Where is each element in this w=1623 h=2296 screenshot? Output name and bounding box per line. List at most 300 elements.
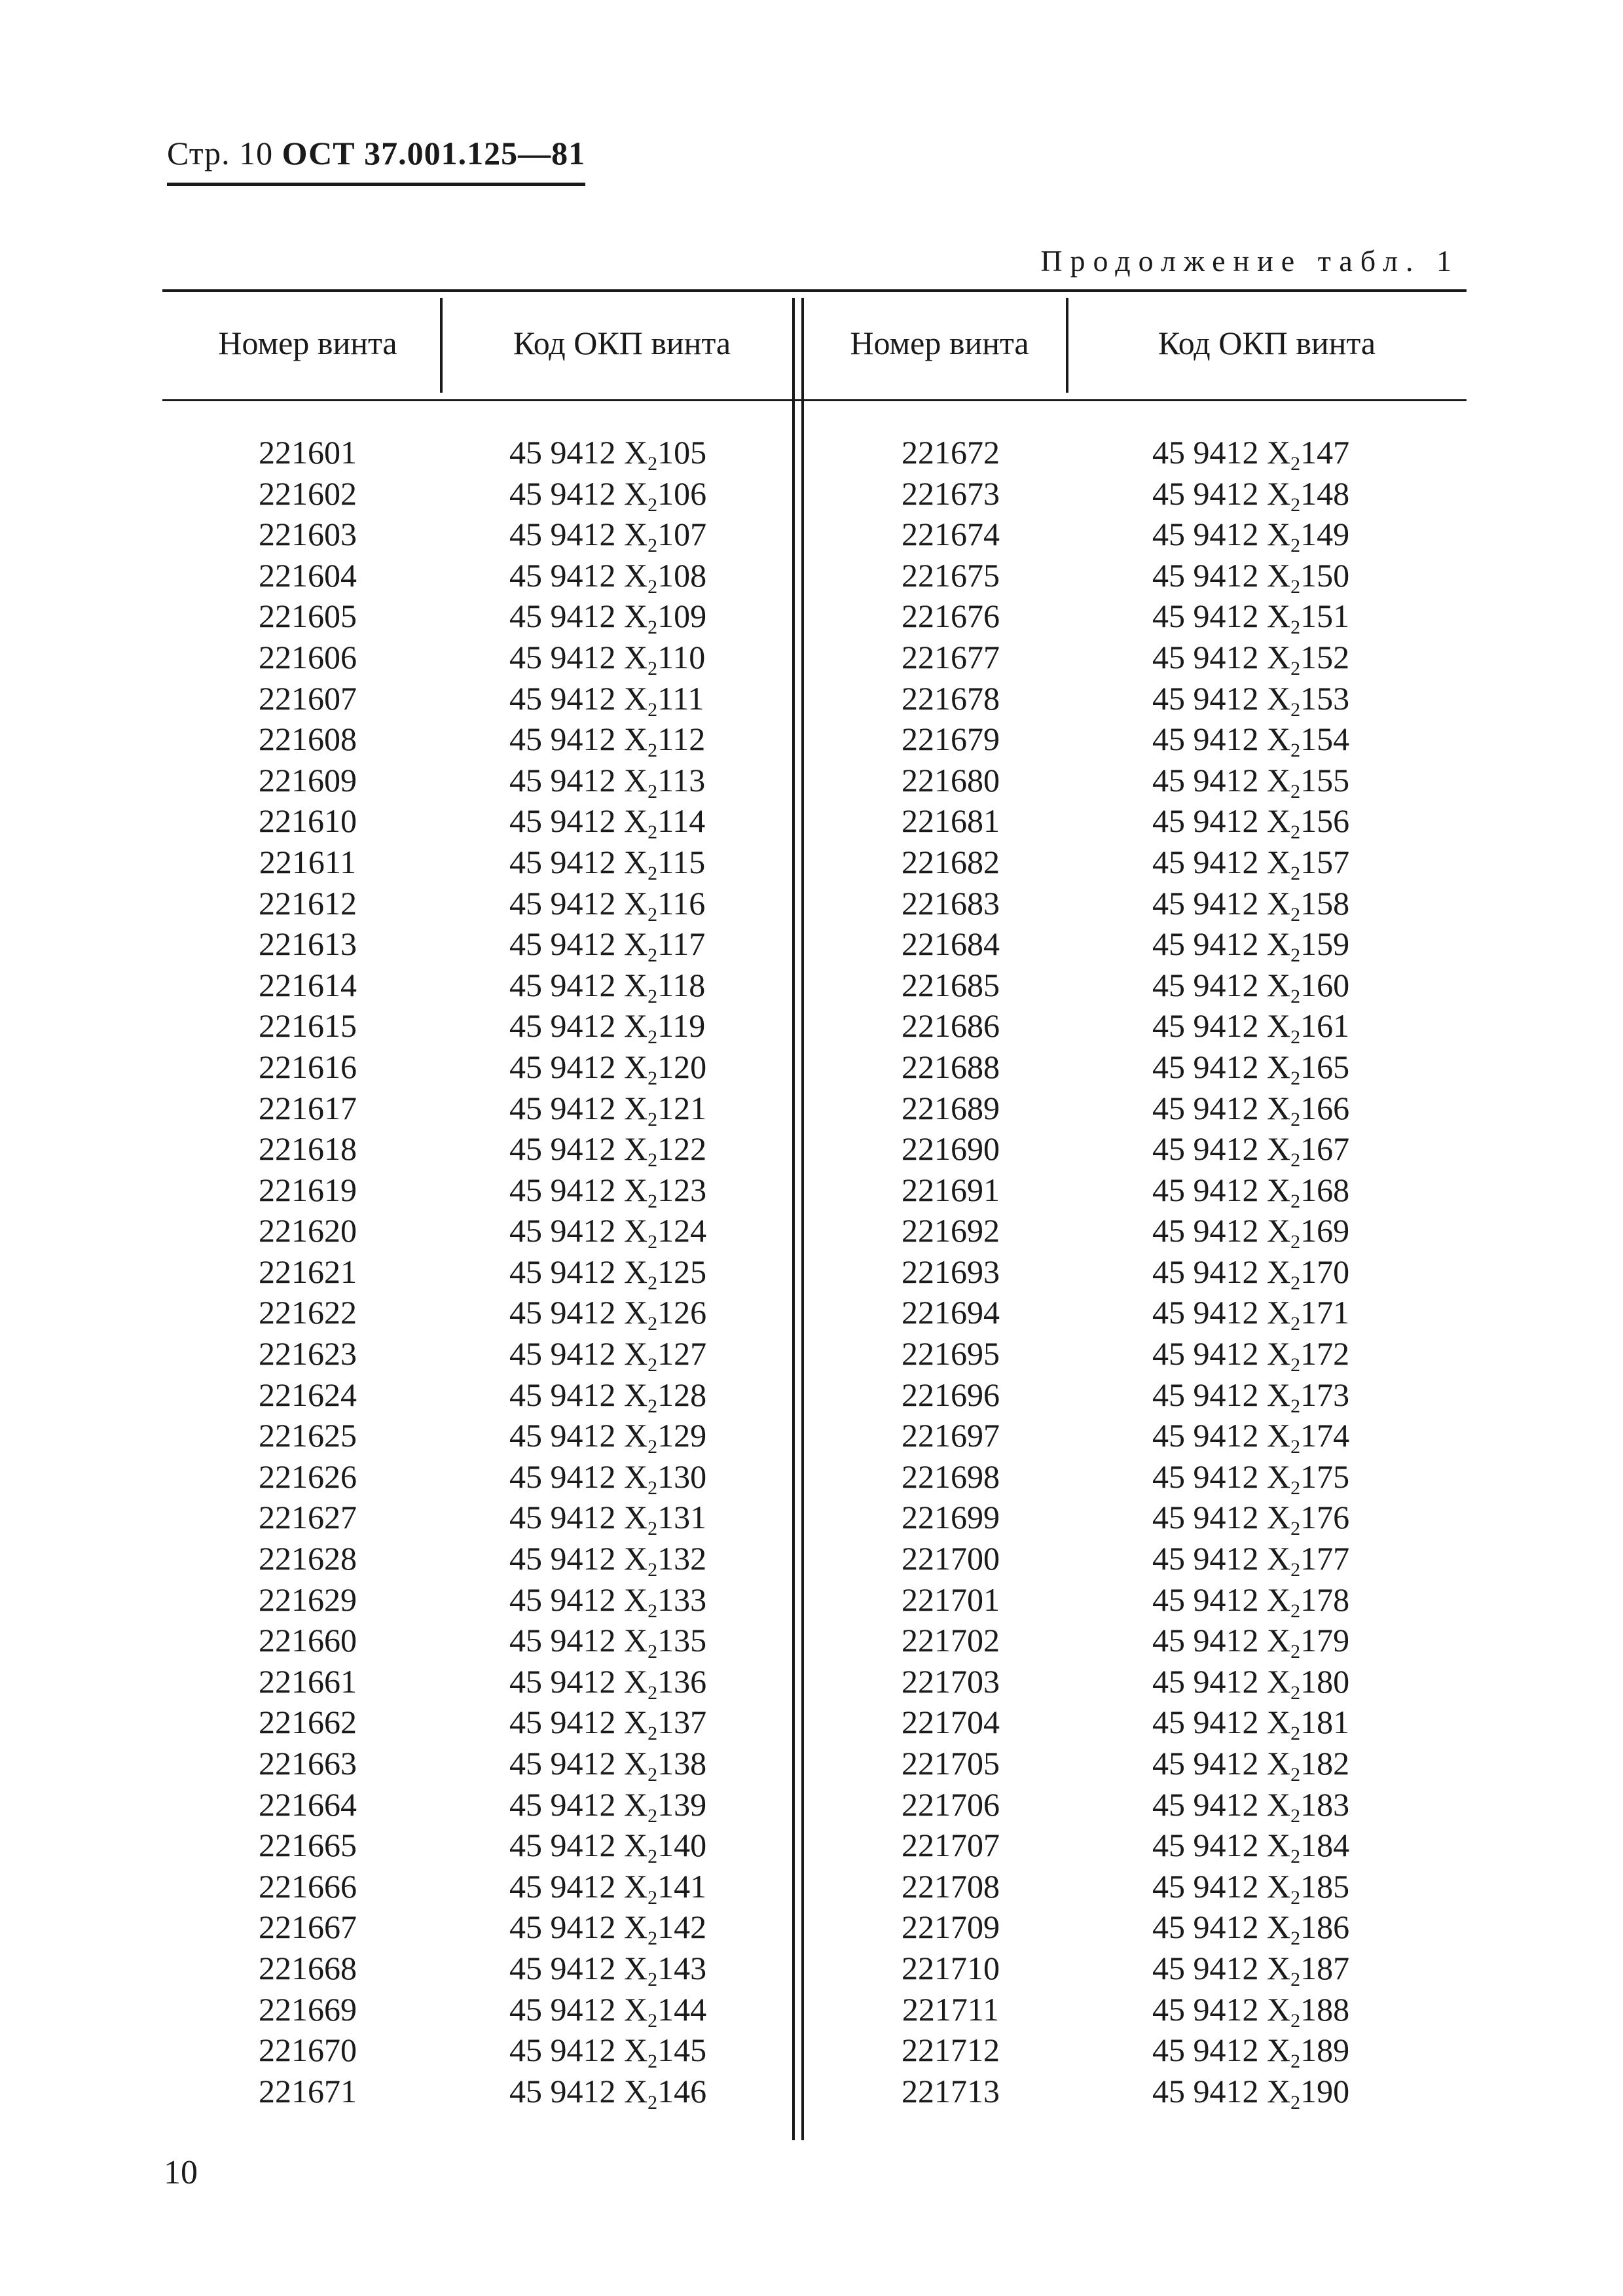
okp-code-prefix: 45 9412 X	[509, 1581, 648, 1618]
okp-code-cell	[509, 1251, 706, 1293]
okp-code-suffix: 175	[1300, 1458, 1350, 1495]
okp-code-suffix: 169	[1300, 1212, 1350, 1249]
okp-code-subscript: 2	[1290, 1272, 1301, 1294]
okp-code-subscript: 2	[1290, 1681, 1301, 1704]
screw-number-cell: 221612	[259, 884, 357, 922]
okp-code-prefix: 45 9412 X	[509, 516, 648, 553]
right-screw-number-column	[859, 432, 1042, 2111]
okp-code-cell	[509, 719, 706, 760]
okp-code-suffix: 105	[657, 434, 707, 471]
okp-code-cell	[1152, 596, 1349, 637]
okp-code-cell	[1152, 1292, 1349, 1333]
okp-code-prefix: 45 9412 X	[1152, 1867, 1291, 1905]
okp-code-prefix: 45 9412 X	[1152, 1949, 1291, 1986]
okp-code-prefix: 45 9412 X	[509, 1704, 648, 1741]
screw-number-cell: 221667	[259, 1909, 357, 1946]
okp-code-suffix: 184	[1300, 1827, 1350, 1864]
screw-number-cell: 221709	[902, 1909, 1000, 1946]
okp-code-cell	[509, 1620, 706, 1661]
screw-number-cell: 221621	[259, 1253, 357, 1290]
okp-code-prefix: 45 9412 X	[1152, 2032, 1291, 2069]
okp-code-suffix: 128	[657, 1376, 707, 1413]
screw-number-cell: 221616	[259, 1048, 357, 1085]
okp-code-suffix: 141	[657, 1867, 707, 1905]
okp-code-suffix: 123	[657, 1171, 707, 1208]
okp-code-suffix: 118	[657, 966, 706, 1003]
screw-number-cell: 221708	[902, 1867, 1000, 1905]
screw-number-cell: 221675	[902, 556, 1000, 594]
okp-code-cell	[509, 1497, 706, 1538]
screw-number-cell: 221690	[902, 1130, 1000, 1168]
okp-code-suffix: 112	[657, 721, 706, 758]
okp-code-suffix: 150	[1300, 556, 1350, 594]
okp-code-prefix: 45 9412 X	[1152, 638, 1291, 675]
okp-code-cell	[509, 473, 706, 514]
okp-code-cell	[1152, 1415, 1349, 1456]
screw-number-cell: 221706	[902, 1785, 1000, 1823]
screw-number-cell: 221611	[259, 843, 357, 880]
okp-code-subscript: 2	[647, 1108, 658, 1130]
screw-number-cell: 221681	[902, 802, 1000, 840]
okp-code-cell	[1152, 842, 1349, 883]
okp-code-suffix: 122	[657, 1130, 707, 1168]
screw-number-cell: 221670	[259, 2032, 357, 2069]
okp-code-subscript: 2	[647, 1067, 658, 1089]
screw-number-cell: 221704	[902, 1704, 1000, 1741]
okp-code-suffix: 110	[657, 638, 706, 675]
okp-code-prefix: 45 9412 X	[509, 1007, 648, 1045]
okp-code-suffix: 140	[657, 1827, 707, 1864]
okp-code-suffix: 168	[1300, 1171, 1350, 1208]
okp-code-subscript: 2	[1290, 985, 1301, 1007]
screw-number-cell: 221626	[259, 1458, 357, 1495]
okp-code-subscript: 2	[1290, 1968, 1301, 1990]
screw-number-cell: 221711	[902, 1990, 1000, 2028]
okp-code-subscript: 2	[647, 1313, 658, 1335]
screw-number-cell: 221627	[259, 1499, 357, 1536]
okp-code-suffix: 174	[1300, 1417, 1350, 1454]
okp-code-subscript: 2	[1290, 1477, 1301, 1499]
okp-code-cell	[1152, 1251, 1349, 1293]
okp-code-suffix: 124	[657, 1212, 707, 1249]
okp-code-prefix: 45 9412 X	[1152, 843, 1291, 880]
okp-code-subscript: 2	[1290, 1354, 1301, 1376]
screw-number-cell: 221682	[902, 843, 1000, 880]
okp-code-prefix: 45 9412 X	[1152, 516, 1291, 553]
screw-number-cell: 221606	[259, 638, 357, 675]
okp-code-prefix: 45 9412 X	[509, 679, 648, 717]
okp-code-cell	[1152, 1210, 1349, 1251]
screw-number-cell: 221613	[259, 925, 357, 963]
okp-code-prefix: 45 9412 X	[1152, 1581, 1291, 1618]
table-header-rule	[162, 399, 1467, 401]
okp-code-subscript: 2	[647, 1641, 658, 1663]
okp-code-subscript: 2	[1290, 1804, 1301, 1827]
okp-code-suffix: 178	[1300, 1581, 1350, 1618]
okp-code-subscript: 2	[1290, 903, 1301, 925]
okp-code-suffix: 158	[1300, 884, 1350, 922]
header-okp-code-left: Код ОКП винта	[513, 325, 731, 361]
okp-code-subscript: 2	[647, 493, 658, 516]
okp-code-prefix: 45 9412 X	[509, 1949, 648, 1986]
okp-code-subscript: 2	[647, 903, 658, 925]
screw-number-cell: 221688	[902, 1048, 1000, 1085]
okp-code-subscript: 2	[1290, 575, 1301, 598]
okp-code-prefix: 45 9412 X	[1152, 1294, 1291, 1331]
screw-number-cell: 221608	[259, 721, 357, 758]
okp-code-suffix: 154	[1300, 721, 1350, 758]
okp-code-prefix: 45 9412 X	[1152, 1622, 1291, 1659]
screw-number-cell: 221662	[259, 1704, 357, 1741]
okp-code-prefix: 45 9412 X	[509, 966, 648, 1003]
header-divider-left	[440, 298, 443, 393]
okp-code-subscript: 2	[1290, 1723, 1301, 1745]
okp-code-subscript: 2	[647, 1886, 658, 1909]
okp-code-suffix: 155	[1300, 761, 1350, 798]
screw-number-cell: 221680	[902, 761, 1000, 798]
okp-code-cell	[509, 1047, 706, 1088]
okp-code-cell	[1152, 637, 1349, 678]
okp-code-cell	[1152, 1047, 1349, 1088]
okp-code-subscript: 2	[1290, 453, 1301, 475]
okp-code-subscript: 2	[647, 1231, 658, 1253]
okp-code-suffix: 181	[1300, 1704, 1350, 1741]
screw-number-cell: 221668	[259, 1949, 357, 1986]
okp-code-cell	[509, 1948, 706, 1989]
screw-number-cell: 221624	[259, 1376, 357, 1413]
screw-number-cell: 221703	[902, 1662, 1000, 1700]
okp-code-cell	[1152, 1456, 1349, 1498]
okp-code-subscript: 2	[647, 944, 658, 967]
okp-code-prefix: 45 9412 X	[509, 1785, 648, 1823]
okp-code-prefix: 45 9412 X	[509, 1089, 648, 1126]
okp-code-cell	[1152, 1743, 1349, 1784]
okp-code-subscript: 2	[647, 1804, 658, 1827]
okp-code-subscript: 2	[1290, 1231, 1301, 1253]
page-label: Стр. 10	[167, 135, 274, 171]
okp-code-cell	[1152, 1374, 1349, 1416]
okp-code-suffix: 182	[1300, 1745, 1350, 1782]
okp-code-subscript: 2	[1290, 1641, 1301, 1663]
standard-designation: ОСТ 37.001.125—81	[282, 135, 586, 171]
okp-code-subscript: 2	[647, 1026, 658, 1049]
okp-code-prefix: 45 9412 X	[509, 1294, 648, 1331]
okp-code-suffix: 109	[657, 598, 707, 635]
okp-code-cell	[509, 1538, 706, 1579]
okp-code-subscript: 2	[647, 1928, 658, 1950]
okp-code-prefix: 45 9412 X	[509, 1499, 648, 1536]
okp-code-suffix: 156	[1300, 802, 1350, 840]
okp-code-cell	[1152, 1825, 1349, 1866]
screw-number-cell: 221679	[902, 721, 1000, 758]
okp-code-subscript: 2	[1290, 1026, 1301, 1049]
okp-code-subscript: 2	[1290, 1108, 1301, 1130]
okp-code-suffix: 151	[1300, 598, 1350, 635]
screw-number-cell: 221605	[259, 598, 357, 635]
table-caption: Продолжение табл. 1	[1040, 244, 1459, 278]
okp-code-subscript: 2	[647, 453, 658, 475]
okp-code-subscript: 2	[647, 1354, 658, 1376]
okp-code-prefix: 45 9412 X	[509, 1867, 648, 1905]
screw-number-cell: 221607	[259, 679, 357, 717]
okp-code-suffix: 183	[1300, 1785, 1350, 1823]
okp-code-suffix: 114	[657, 802, 706, 840]
screw-number-cell: 221694	[902, 1294, 1000, 1331]
screw-number-cell: 221610	[259, 802, 357, 840]
screw-number-cell: 221689	[902, 1089, 1000, 1126]
screw-number-cell: 221623	[259, 1335, 357, 1372]
okp-code-subscript: 2	[647, 1968, 658, 1990]
screw-number-cell: 221604	[259, 556, 357, 594]
okp-code-subscript: 2	[647, 1764, 658, 1785]
screw-number-cell: 221701	[902, 1581, 1000, 1618]
okp-code-suffix: 111	[657, 679, 704, 717]
okp-code-cell	[1152, 883, 1349, 924]
okp-code-subscript: 2	[647, 780, 658, 802]
okp-code-cell	[509, 514, 706, 555]
screw-number-cell: 221677	[902, 638, 1000, 675]
okp-code-suffix: 126	[657, 1294, 707, 1331]
okp-code-suffix: 121	[657, 1089, 707, 1126]
okp-code-subscript: 2	[647, 1190, 658, 1212]
okp-code-subscript: 2	[647, 2051, 658, 2073]
okp-code-prefix: 45 9412 X	[1152, 679, 1291, 717]
okp-code-prefix: 45 9412 X	[1152, 1335, 1291, 1372]
okp-code-suffix: 188	[1300, 1990, 1350, 2028]
okp-code-subscript: 2	[647, 862, 658, 884]
okp-code-subscript: 2	[1290, 493, 1301, 516]
okp-code-suffix: 117	[657, 925, 706, 963]
screw-number-cell: 221609	[259, 761, 357, 798]
screw-number-cell: 221698	[902, 1458, 1000, 1495]
okp-code-cell	[1152, 514, 1349, 555]
okp-code-cell	[509, 1866, 706, 1907]
okp-code-suffix: 132	[657, 1540, 707, 1577]
okp-code-cell	[1152, 924, 1349, 965]
screw-number-cell: 221685	[902, 966, 1000, 1003]
okp-code-cell	[509, 1210, 706, 1251]
okp-code-subscript: 2	[647, 985, 658, 1007]
okp-code-prefix: 45 9412 X	[509, 1253, 648, 1290]
screw-number-cell: 221601	[259, 434, 357, 471]
okp-code-suffix: 142	[657, 1909, 707, 1946]
screw-number-cell: 221676	[902, 598, 1000, 635]
okp-code-suffix: 179	[1300, 1622, 1350, 1659]
okp-code-cell	[1152, 1333, 1349, 1374]
okp-code-prefix: 45 9412 X	[1152, 1171, 1291, 1208]
okp-code-cell	[1152, 1989, 1349, 2030]
okp-code-suffix: 129	[657, 1417, 707, 1454]
okp-code-suffix: 113	[657, 761, 706, 798]
okp-code-cell	[1152, 678, 1349, 719]
okp-code-prefix: 45 9412 X	[1152, 1458, 1291, 1495]
okp-code-subscript: 2	[1290, 1313, 1301, 1335]
okp-code-suffix: 115	[657, 843, 706, 880]
okp-code-prefix: 45 9412 X	[509, 761, 648, 798]
okp-code-cell	[509, 1579, 706, 1621]
screw-number-cell: 221671	[259, 2072, 357, 2109]
okp-code-suffix: 171	[1300, 1294, 1350, 1331]
okp-code-suffix: 186	[1300, 1909, 1350, 1946]
okp-code-cell	[1152, 2071, 1349, 2112]
okp-code-suffix: 119	[657, 1007, 706, 1045]
okp-code-cell	[509, 1989, 706, 2030]
okp-code-cell	[509, 1907, 706, 1948]
okp-code-prefix: 45 9412 X	[509, 884, 648, 922]
screw-number-cell: 221700	[902, 1540, 1000, 1577]
okp-code-subscript: 2	[1290, 698, 1301, 721]
okp-code-cell	[509, 2030, 706, 2071]
okp-code-suffix: 108	[657, 556, 707, 594]
okp-code-suffix: 125	[657, 1253, 707, 1290]
okp-code-subscript: 2	[1290, 1518, 1301, 1540]
okp-code-prefix: 45 9412 X	[509, 802, 648, 840]
screw-number-cell: 221625	[259, 1417, 357, 1454]
okp-code-suffix: 138	[657, 1745, 707, 1782]
okp-code-subscript: 2	[647, 821, 658, 844]
okp-code-suffix: 130	[657, 1458, 707, 1495]
okp-code-prefix: 45 9412 X	[1152, 925, 1291, 963]
okp-code-suffix: 189	[1300, 2032, 1350, 2069]
okp-code-cell	[1152, 1579, 1349, 1621]
okp-code-subscript: 2	[1290, 617, 1301, 639]
screw-number-cell: 221628	[259, 1540, 357, 1577]
okp-code-subscript: 2	[647, 575, 658, 598]
okp-code-cell	[509, 1292, 706, 1333]
okp-code-prefix: 45 9412 X	[509, 475, 648, 512]
okp-code-suffix: 176	[1300, 1499, 1350, 1536]
screw-number-cell: 221619	[259, 1171, 357, 1208]
screw-number-cell: 221660	[259, 1622, 357, 1659]
screw-number-cell: 221629	[259, 1581, 357, 1618]
okp-code-suffix: 137	[657, 1704, 707, 1741]
okp-code-subscript: 2	[647, 740, 658, 762]
okp-code-prefix: 45 9412 X	[1152, 721, 1291, 758]
okp-code-subscript: 2	[1290, 1928, 1301, 1950]
okp-code-subscript: 2	[1290, 2091, 1301, 2113]
screw-number-cell: 221692	[902, 1212, 1000, 1249]
okp-code-prefix: 45 9412 X	[509, 598, 648, 635]
header-screw-number-left: Номер винта	[218, 325, 397, 361]
screw-number-cell: 221705	[902, 1745, 1000, 1782]
okp-code-prefix: 45 9412 X	[1152, 1212, 1291, 1249]
okp-code-suffix: 177	[1300, 1540, 1350, 1577]
okp-code-cell	[509, 1661, 706, 1702]
okp-code-subscript: 2	[647, 2091, 658, 2113]
okp-code-prefix: 45 9412 X	[509, 2032, 648, 2069]
okp-code-suffix: 135	[657, 1622, 707, 1659]
okp-code-cell	[509, 1005, 706, 1047]
okp-code-subscript: 2	[647, 1518, 658, 1540]
okp-code-subscript: 2	[1290, 862, 1301, 884]
okp-code-prefix: 45 9412 X	[509, 1909, 648, 1946]
okp-code-prefix: 45 9412 X	[509, 1212, 648, 1249]
okp-code-suffix: 187	[1300, 1949, 1350, 1986]
okp-code-prefix: 45 9412 X	[509, 925, 648, 963]
okp-code-prefix: 45 9412 X	[1152, 1130, 1291, 1168]
okp-code-suffix: 180	[1300, 1662, 1350, 1700]
screw-number-cell: 221695	[902, 1335, 1000, 1372]
okp-code-prefix: 45 9412 X	[509, 1335, 648, 1372]
okp-code-subscript: 2	[1290, 1067, 1301, 1089]
okp-code-suffix: 190	[1300, 2072, 1350, 2109]
okp-code-subscript: 2	[647, 1477, 658, 1499]
okp-code-subscript: 2	[1290, 1149, 1301, 1172]
screw-number-cell: 221696	[902, 1376, 1000, 1413]
okp-code-subscript: 2	[1290, 1600, 1301, 1622]
okp-code-cell	[509, 1415, 706, 1456]
okp-code-prefix: 45 9412 X	[509, 1171, 648, 1208]
okp-code-subscript: 2	[647, 617, 658, 639]
okp-code-subscript: 2	[647, 1149, 658, 1172]
screw-number-cell: 221710	[902, 1949, 1000, 1986]
okp-code-subscript: 2	[647, 657, 658, 679]
okp-code-suffix: 106	[657, 475, 707, 512]
screw-number-cell: 221661	[259, 1662, 357, 1700]
okp-code-prefix: 45 9412 X	[1152, 1704, 1291, 1741]
okp-code-cell	[509, 637, 706, 678]
screw-number-cell: 221678	[902, 679, 1000, 717]
okp-code-subscript: 2	[1290, 535, 1301, 557]
screw-number-cell: 221602	[259, 475, 357, 512]
okp-code-subscript: 2	[1290, 1395, 1301, 1417]
okp-code-prefix: 45 9412 X	[509, 434, 648, 471]
screw-number-cell: 221712	[902, 2032, 1000, 2069]
screw-number-cell: 221669	[259, 1990, 357, 2028]
okp-code-cell	[509, 842, 706, 883]
okp-code-prefix: 45 9412 X	[1152, 475, 1291, 512]
okp-code-subscript: 2	[647, 1436, 658, 1458]
okp-code-cell	[1152, 719, 1349, 760]
okp-code-cell	[509, 555, 706, 596]
okp-code-suffix: 148	[1300, 475, 1350, 512]
okp-code-suffix: 160	[1300, 966, 1350, 1003]
screw-number-cell: 221664	[259, 1785, 357, 1823]
okp-code-cell	[509, 1456, 706, 1498]
okp-code-prefix: 45 9412 X	[509, 1376, 648, 1413]
okp-code-prefix: 45 9412 X	[509, 1745, 648, 1782]
okp-code-prefix: 45 9412 X	[509, 638, 648, 675]
okp-code-subscript: 2	[1290, 780, 1301, 802]
okp-code-suffix: 167	[1300, 1130, 1350, 1168]
screw-number-cell: 221699	[902, 1499, 1000, 1536]
okp-code-subscript: 2	[647, 698, 658, 721]
screw-number-cell: 221620	[259, 1212, 357, 1249]
okp-code-cell	[509, 432, 706, 473]
okp-code-prefix: 45 9412 X	[509, 1827, 648, 1864]
okp-code-cell	[1152, 1948, 1349, 1989]
okp-code-cell	[509, 1743, 706, 1784]
screw-number-cell: 221618	[259, 1130, 357, 1168]
okp-code-suffix: 152	[1300, 638, 1350, 675]
okp-code-subscript: 2	[1290, 2009, 1301, 2032]
okp-code-prefix: 45 9412 X	[1152, 802, 1291, 840]
okp-code-suffix: 147	[1300, 434, 1350, 471]
page-header	[167, 134, 585, 186]
okp-code-prefix: 45 9412 X	[1152, 761, 1291, 798]
okp-code-prefix: 45 9412 X	[509, 1990, 648, 2028]
okp-code-suffix: 185	[1300, 1867, 1350, 1905]
okp-code-cell	[509, 678, 706, 719]
okp-code-prefix: 45 9412 X	[1152, 1048, 1291, 1085]
okp-code-prefix: 45 9412 X	[1152, 1990, 1291, 2028]
screw-number-cell: 221686	[902, 1007, 1000, 1045]
okp-code-cell	[1152, 1661, 1349, 1702]
okp-code-suffix: 170	[1300, 1253, 1350, 1290]
okp-code-subscript: 2	[1290, 1846, 1301, 1868]
okp-code-suffix: 139	[657, 1785, 707, 1823]
okp-code-subscript: 2	[647, 1846, 658, 1868]
